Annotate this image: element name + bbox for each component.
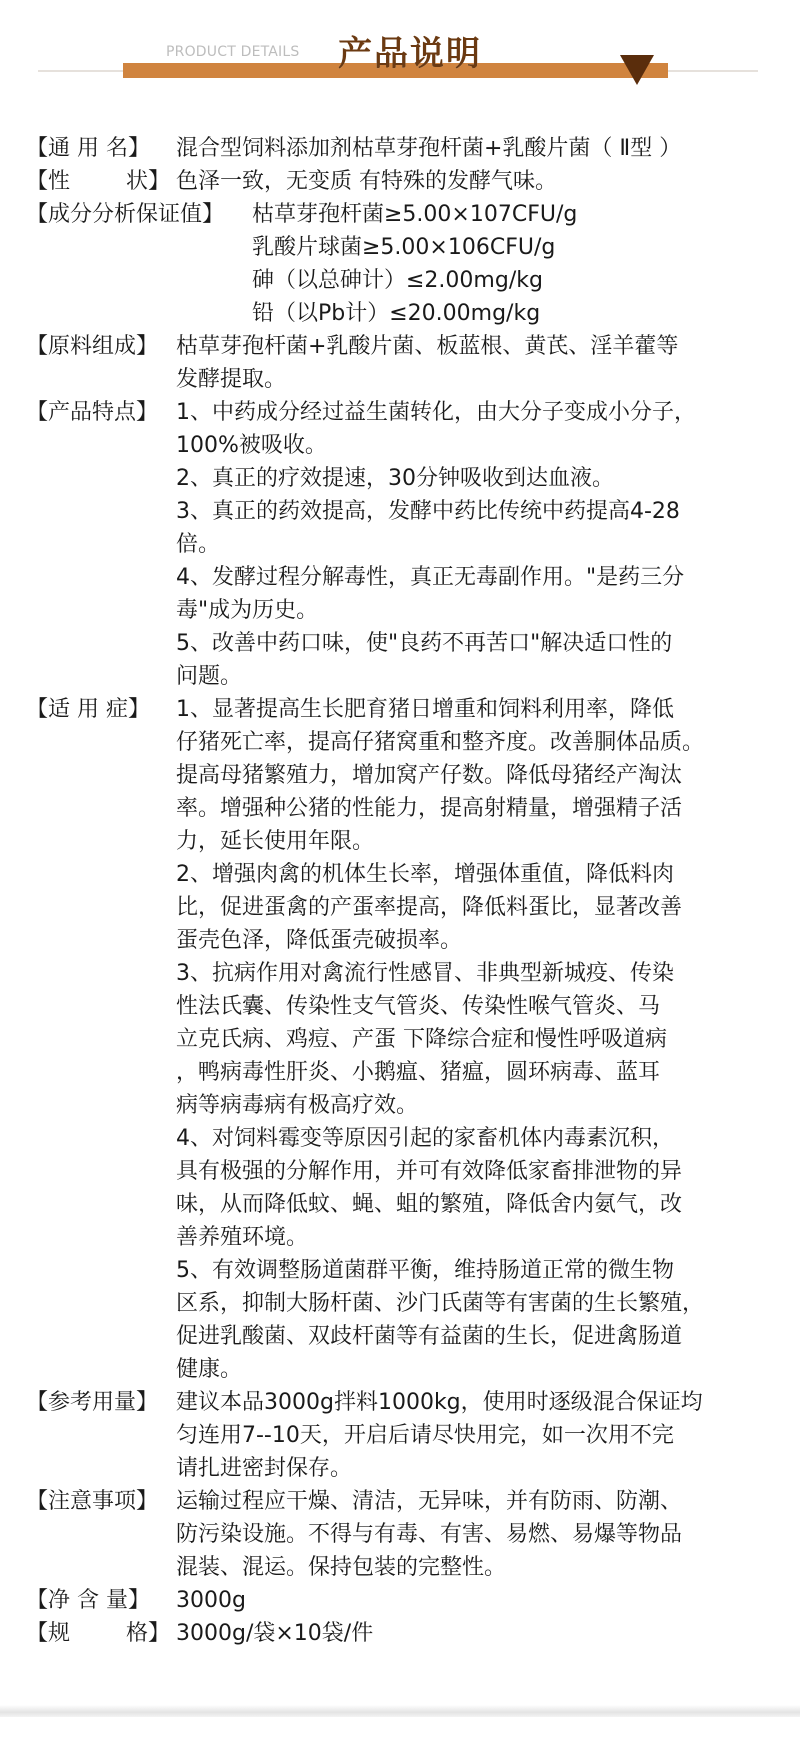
- indications-line: 健康。: [176, 1357, 243, 1382]
- indications-line: 促进乳酸菌、双歧杆菌等有益菌的生长，促进禽肠道: [176, 1324, 683, 1349]
- indications-line: 2、增强肉禽的机体生长率，增强体重值，降低料肉: [176, 862, 674, 887]
- row-spec: [26, 1617, 796, 1650]
- header-english-title: PRODUCT DETAILS: [162, 44, 303, 60]
- row-property: [26, 165, 796, 198]
- ingredients-line: 枯草芽孢杆菌+乳酸片菌、板蓝根、黄芪、淫羊藿等: [176, 334, 679, 359]
- notes-line: 运输过程应干燥、清洁，无异味，并有防雨、防潮、: [176, 1489, 683, 1514]
- value-analysis: 枯草芽孢杆菌≥5.00×107CFU/g: [252, 202, 578, 227]
- row-indications: [26, 693, 796, 1386]
- indications-line: 区系，抑制大肠杆菌、沙门氏菌等有害菌的生长繁殖，: [176, 1291, 705, 1316]
- value-property: 色泽一致，无变质 有特殊的发酵气味。: [176, 169, 557, 194]
- indications-line: 4、对饲料霉变等原因引起的家畜机体内毒素沉积，: [176, 1126, 674, 1151]
- features-line: 倍。: [176, 532, 221, 557]
- header-chinese-title: 产品说明: [338, 34, 482, 74]
- triangle-marker-icon: [620, 55, 654, 85]
- indications-line: 味，从而降低蚊、蝇、蛆的繁殖，降低舍内氨气，改: [176, 1192, 683, 1217]
- features-line: 3、真正的药效提高，发酵中药比传统中药提高4-28: [176, 499, 680, 524]
- row-net-content: [26, 1584, 796, 1617]
- features-line: 100%被吸收。: [176, 433, 327, 458]
- notes-line: 混装、混运。保持包装的完整性。: [176, 1555, 507, 1580]
- product-details: [26, 132, 796, 1650]
- dosage-line: 请扎进密封保存。: [176, 1456, 353, 1481]
- label-property: 【性 状】: [26, 169, 170, 194]
- features-line: 2、真正的疗效提速，30分钟吸收到达血液。: [176, 466, 614, 491]
- indications-line: 病等病毒病有极高疗效。: [176, 1093, 419, 1118]
- analysis-line: 铅（以Pb计）≤20.00mg/kg: [252, 301, 541, 326]
- footer-divider: [0, 1705, 800, 1717]
- row-generic-name: [26, 132, 796, 165]
- label-indications: 【适 用 症】: [26, 697, 150, 722]
- label-ingredients: 【原料组成】: [26, 334, 159, 359]
- features-line: 问题。: [176, 664, 243, 689]
- indications-line: 立克氏病、鸡痘、产蛋 下降综合症和慢性呼吸道病: [176, 1027, 667, 1052]
- indications-line: 提高母猪繁殖力，增加窝产仔数。降低母猪经产淘汰: [176, 763, 683, 788]
- label-spec: 【规 格】: [26, 1621, 170, 1646]
- notes-line: 防污染设施。不得与有毒、有害、易燃、易爆等物品: [176, 1522, 683, 1547]
- row-notes: [26, 1485, 796, 1584]
- label-analysis: 【成分分析保证值】: [26, 202, 225, 227]
- row-dosage: [26, 1386, 796, 1485]
- indications-line: 具有极强的分解作用，并可有效降低家畜排泄物的异: [176, 1159, 683, 1184]
- ingredients-line: 发酵提取。: [176, 367, 287, 392]
- dosage-line: 匀连用7--10天，开启后请尽快用完，如一次用不完: [176, 1423, 674, 1448]
- indications-line: 率。增强种公猪的性能力，提高射精量，增强精子活: [176, 796, 683, 821]
- value-net-content: 3000g: [176, 1588, 246, 1613]
- analysis-line: 乳酸片球菌≥5.00×106CFU/g: [252, 235, 556, 260]
- row-ingredients: [26, 330, 796, 396]
- features-line: 毒"成为历史。: [176, 598, 319, 623]
- label-dosage: 【参考用量】: [26, 1390, 159, 1415]
- indications-line: 蛋壳色泽，降低蛋壳破损率。: [176, 928, 463, 953]
- label-notes: 【注意事项】: [26, 1489, 159, 1514]
- row-analysis: [26, 198, 796, 231]
- indications-line: 3、抗病作用对禽流行性感冒、非典型新城疫、传染: [176, 961, 674, 986]
- label-net-content: 【净 含 量】: [26, 1588, 150, 1613]
- indications-line: 仔猪死亡率，提高仔猪窝重和整齐度。改善胴体品质。: [176, 730, 705, 755]
- indications-line: 1、显著提高生长肥育猪日增重和饲料利用率，降低: [176, 697, 674, 722]
- indications-line: 力，延长使用年限。: [176, 829, 375, 854]
- features-line: 1、中药成分经过益生菌转化，由大分子变成小分子，: [176, 400, 696, 425]
- indications-line: 善养殖环境。: [176, 1225, 309, 1250]
- label-features: 【产品特点】: [26, 400, 159, 425]
- features-line: 4、发酵过程分解毒性，真正无毒副作用。"是药三分: [176, 565, 685, 590]
- value-generic-name: 混合型饲料添加剂枯草芽孢杆菌+乳酸片菌（ Ⅱ型 ）: [176, 136, 682, 161]
- features-line: 5、改善中药口味，使"良药不再苦口"解决适口性的: [176, 631, 673, 656]
- row-features: [26, 396, 796, 693]
- indications-line: 性法氏囊、传染性支气管炎、传染性喉气管炎、马: [176, 994, 661, 1019]
- section-header: [0, 0, 800, 100]
- indications-line: 5、有效调整肠道菌群平衡，维持肠道正常的微生物: [176, 1258, 674, 1283]
- analysis-line: 砷（以总砷计）≤2.00mg/kg: [252, 268, 543, 293]
- value-spec: 3000g/袋×10袋/件: [176, 1621, 374, 1646]
- label-generic-name: 【通 用 名】: [26, 136, 150, 161]
- indications-line: ，鸭病毒性肝炎、小鹅瘟、猪瘟，圆环病毒、蓝耳: [176, 1060, 661, 1085]
- dosage-line: 建议本品3000g拌料1000kg，使用时逐级混合保证均: [176, 1390, 703, 1415]
- indications-line: 比，促进蛋禽的产蛋率提高，降低料蛋比，显著改善: [176, 895, 683, 920]
